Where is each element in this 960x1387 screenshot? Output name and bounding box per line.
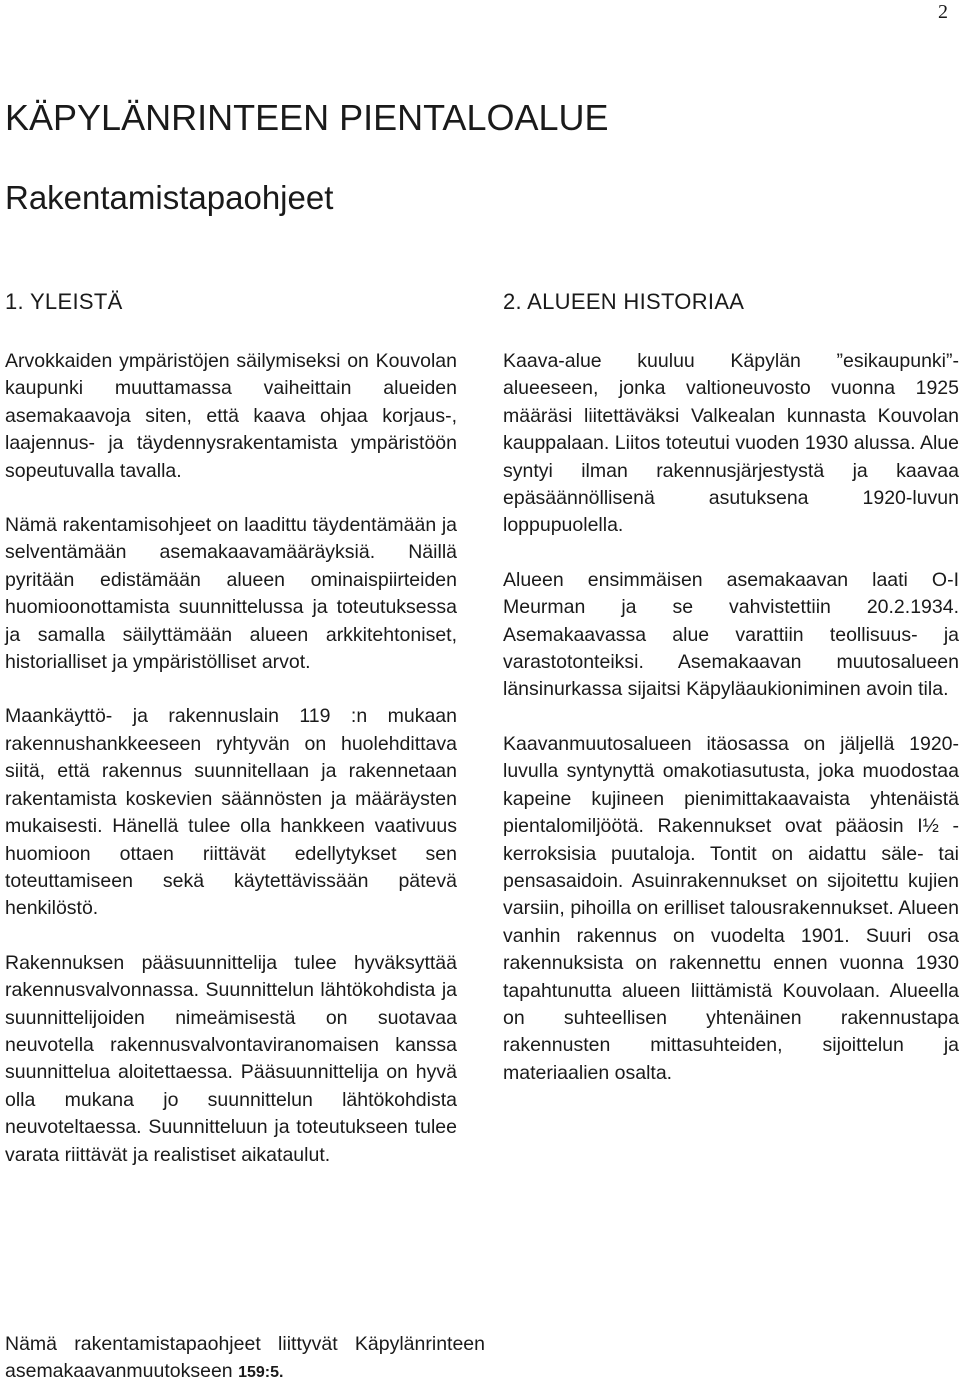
- paragraph: Kaava-alue kuuluu Käpylän ”esikaupunki”-alueeseen, jonka valtioneuvosto vuonna 1925 määräsi liitettäväksi Valkealan kunnasta Kouvolan kauppalaan. Liitos toteutui vuoden 1930 alussa. Alue syntyi ilman rakennusjärjestystä ja kaavaa epäsäännöllisenä asutuksena 1920-luvun loppupuolella.: [503, 350, 959, 537]
- section-general: [5, 288, 457, 1196]
- section-heading-general: 1. YLEISTÄ: [5, 289, 123, 314]
- document-title: KÄPYLÄNRINTEEN PIENTALOALUE: [5, 97, 609, 138]
- page-number: 2: [938, 1, 948, 23]
- section-history: [503, 288, 959, 1114]
- paragraph: Nämä rakentamisohjeet on laadittu täydentämään ja selventämään asemakaavamääräyksiä. Näillä pyritään edistämään alueen ominaispiirteiden huomioonottamista suunnittelussa ja toteutuksessa ja samalla säilyttämään alueen arkkitehtoniset, historialliset ja ympäristölliset arvot.: [5, 514, 457, 674]
- paragraph: Kaavanmuutosalueen itäosassa on jäljellä 1920-luvulla syntynyttä omakotiasutusta, joka muodostaa kapeine kujineen pienimittakaavaista yhtenäistä pientalomiljöötä. Rakennukset ovat pääosin I½ -kerroksisia puutaloja. Tontit on aidattu säle- tai pensasaidoin. Asuinrakennukset on sijoitettu kujien varsiin, pihoilla on erilliset talousrakennukset. Alueen vanhin rakennus on vuodelta 1901. Suuri osa rakennuksista on rakennettu ennen vuonna 1930 tapahtunutta alueen liittämistä Kouvolaan. Alueella on suhteellisen yhtenäinen rakennustapa rakennusten mittasuhteiden, sijoittelun ja materiaalien osalta.: [503, 732, 959, 1084]
- section-heading-history: 2. ALUEEN HISTORIAA: [503, 289, 745, 314]
- paragraph: Alueen ensimmäisen asemakaavan laati O-I Meurman ja se vahvistettiin 20.2.1934. Asemakaavassa alue varattiin teollisuus- ja varastotonteiksi. Asemakaavan muutosalueen länsinurkassa sijaitsi Käpyläaukioniminen avoin tila.: [503, 568, 959, 701]
- document-subtitle: Rakentamistapaohjeet: [5, 179, 334, 216]
- paragraph: Rakennuksen pääsuunnittelija tulee hyväksyttää rakennusvalvonnassa. Suunnittelun lähtökohdista ja suunnittelijoiden nimeämisestä on suotavaa neuvotella rakennusvalvontaviranomaisen kanssa suunnittelua aloitettaessa. Pääsuunnittelija on hyvä olla mukana jo suunnittelun lähtökohdista neuvoteltaessa. Suunnitteluun ja toteutukseen tulee varata riittävät ja realistiset aikataulut.: [5, 951, 457, 1166]
- paragraph: Arvokkaiden ympäristöjen säilymiseksi on Kouvolan kaupunki muuttamassa vaiheittain alueiden asemakaavoja siten, että kaava ohjaa korjaus-, laajennus- ja täydennysrakentamista ympäristöön sopeutuvalla tavalla.: [5, 350, 457, 482]
- paragraph: Maankäyttö- ja rakennuslain 119 :n mukaan rakennushankkeeseen ryhtyvän on huolehdittava siitä, että rakennus suunnitellaan ja rakennetaan rakentamista koskevien säännösten ja määräysten mukaisesti. Hänellä tulee olla hankkeen vaativuus huomioon ottaen riittävät edellytykset sen toteuttamiseen sekä käytettävissään pätevä henkilöstö.: [5, 705, 457, 920]
- closing-paragraph: [5, 1331, 485, 1387]
- closing-text: Nämä rakentamistapaohjeet liittyvät Käpylänrinteen asemakaavanmuutokseen: [5, 1333, 485, 1383]
- plan-reference: 159:5.: [238, 1364, 284, 1382]
